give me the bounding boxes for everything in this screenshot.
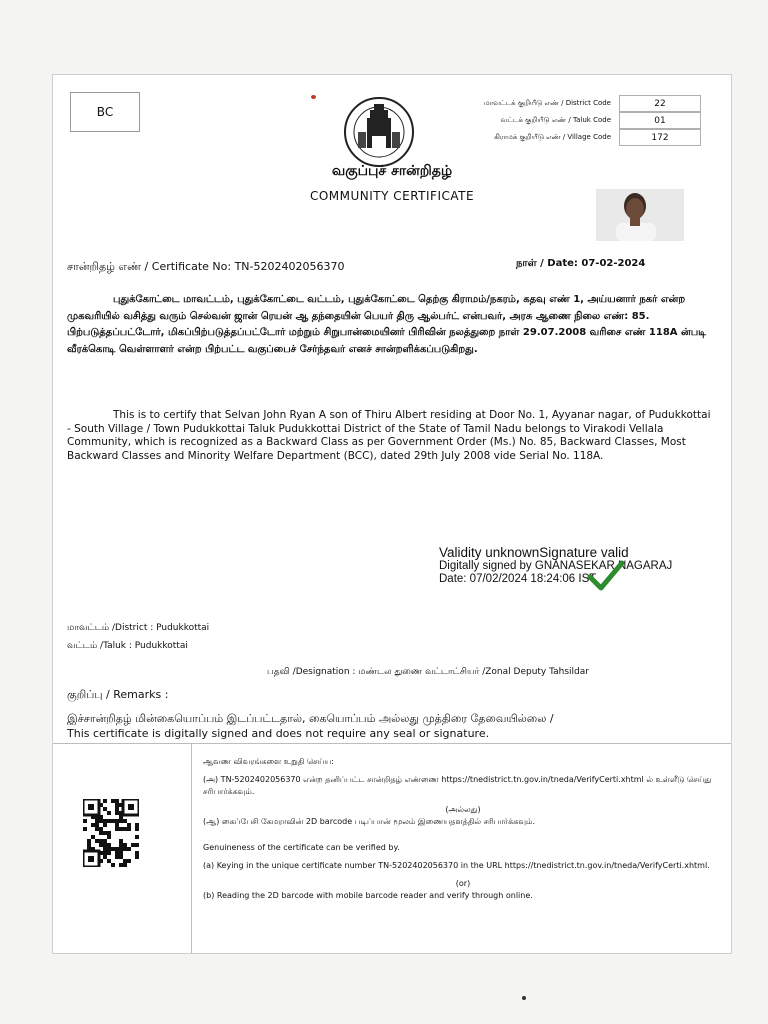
signature-date: Date: 07/02/2024 18:24:06 IST	[439, 573, 597, 585]
code-label: மாவட்டக் குறியீடு எண் / District Code	[484, 99, 611, 107]
codes-panel	[453, 95, 701, 146]
qr-code[interactable]	[83, 799, 139, 867]
digital-sign-note	[67, 711, 554, 741]
verify-heading-english: Genuineness of the certificate can be verified by.	[203, 843, 400, 852]
pencil-mark	[522, 996, 526, 1000]
code-value: 01	[619, 112, 701, 129]
code-label: கிராமக் குறியீடு எண் / Village Code	[494, 133, 611, 141]
title-english: COMMUNITY CERTIFICATE	[309, 189, 475, 203]
title-tamil: வகுப்புச் சான்றிதழ்	[331, 163, 453, 179]
taluk-line: வட்டம் /Taluk : Pudukkottai	[67, 641, 188, 651]
verify-or-tamil: (அல்லது)	[445, 805, 481, 814]
divider	[53, 743, 731, 744]
body-paragraph-english: This is to certify that Selvan John Ryan A son of Thiru Albert residing at Door No. 1, Ayyanar nagar, of Pudukkottai - South Village / Town Pudukkottai Taluk Pudukkottai District of the State of Tamil Nadu belongs to Virakodi Vellala Community, which is recognized as a Backward Class as per Government Order (Ms.) No. 85, Backward Classes, Most Backward Classes and Minority Welfare Department (BCC), dated 29th July 2008 vide Serial No. 118A.	[67, 409, 711, 462]
code-value: 172	[619, 129, 701, 146]
digital-note-tamil: இச்சான்றிதழ் மின்கையொப்பம் இடப்பட்டதால், கையொப்பம் அல்லது முத்திரை தேவையில்லை /	[67, 712, 554, 725]
district-line: மாவட்டம் /District : Pudukkottai	[67, 623, 210, 633]
district-code-row	[453, 95, 701, 112]
certificate-sheet	[52, 74, 732, 954]
verify-item-b-english: (b) Reading the 2D barcode with mobile barcode reader and verify through online.	[203, 891, 533, 900]
date-line	[516, 258, 645, 270]
code-value: 22	[619, 95, 701, 112]
digital-signature-block	[439, 545, 672, 586]
certificate-number-label: சான்றிதழ் எண் / Certificate No:	[67, 260, 232, 273]
signature-signed-by: Digitally signed by GNANASEKAR NAGARAJ	[439, 560, 673, 572]
digital-note-english: This certificate is digitally signed and does not require any seal or signature.	[67, 727, 490, 740]
tamil-nadu-emblem-icon	[334, 96, 424, 168]
red-mark	[311, 95, 316, 99]
verify-item-b-tamil: (ஆ) கைப்பேசி கேமராவின் 2D barcode படிப்பான் மூலம் இணையதளத்தில் சரிபார்க்கவும்.	[203, 817, 535, 826]
check-icon	[586, 559, 626, 593]
verify-item-a-english: (a) Keying in the unique certificate number TN-5202402056370 in the URL https://tnedistrict.tn.gov.in/tneda/VerifyCerti.xhtml.	[203, 861, 710, 870]
body-paragraph-tamil: புதுக்கோட்டை மாவட்டம், புதுக்கோட்டை வட்டம், புதுக்கோட்டை தெற்கு கிராமம்/நகரம், கதவு எண் 1, அய்யனார் நகர் என்ற முகவரியில் வசித்து வரும் செல்வன் ஜான் ரெயன் ஆ தந்தையின் பெயர் திரு ஆல்பர்ட் என்பவர், அரசு ஆணை நிலை எண்: 85. பிற்படுத்தப்பட்டோர், மிகப்பிற்படுத்தப்பட்டோர் மற்றும் சிறுபான்மையினர் பிரிவின் நலத்துறை நாள் 29.07.2008 வரிசை எண் 118A ன்படி வீரக்கொடி வெள்ளாளர் என்ற பிற்பட்ட வகுப்பைச் சேர்ந்தவர் எனச் சான்றளிக்கப்படுகிறது.	[67, 294, 707, 355]
village-code-row	[453, 129, 701, 146]
date-label: நாள் / Date:	[516, 258, 578, 269]
taluk-code-row	[453, 112, 701, 129]
remarks-label: குறிப்பு / Remarks :	[67, 688, 169, 701]
signature-validity: Validity unknownSignature valid	[439, 545, 629, 560]
certificate-number-line	[67, 260, 344, 275]
verify-heading-tamil: ஆவண விவரங்களை உறுதி செய்ய:	[203, 757, 334, 766]
category-box: BC	[70, 92, 140, 132]
verify-item-a-tamil: (அ) TN-5202402056370 என்ற தனிப்பட்ட சான்றிதழ் எண்ணை https://tnedistrict.tn.gov.in/tneda/VerifyCerti.xhtml ல் உள்ளீடு செய்து சரிபார்க்கவும்.	[203, 775, 712, 796]
applicant-photo	[596, 189, 684, 241]
divider-vertical	[191, 743, 192, 953]
verification-instructions	[203, 756, 723, 908]
date-value: 07-02-2024	[581, 258, 646, 269]
designation-line: பதவி /Designation : மண்டல துணை வட்டாட்சியர் /Zonal Deputy Tahsildar	[267, 667, 589, 677]
code-label: வட்டக் குறியீடு எண் / Taluk Code	[500, 116, 611, 124]
certificate-number: TN-5202402056370	[234, 260, 345, 273]
verify-or-english: (or)	[455, 879, 471, 888]
